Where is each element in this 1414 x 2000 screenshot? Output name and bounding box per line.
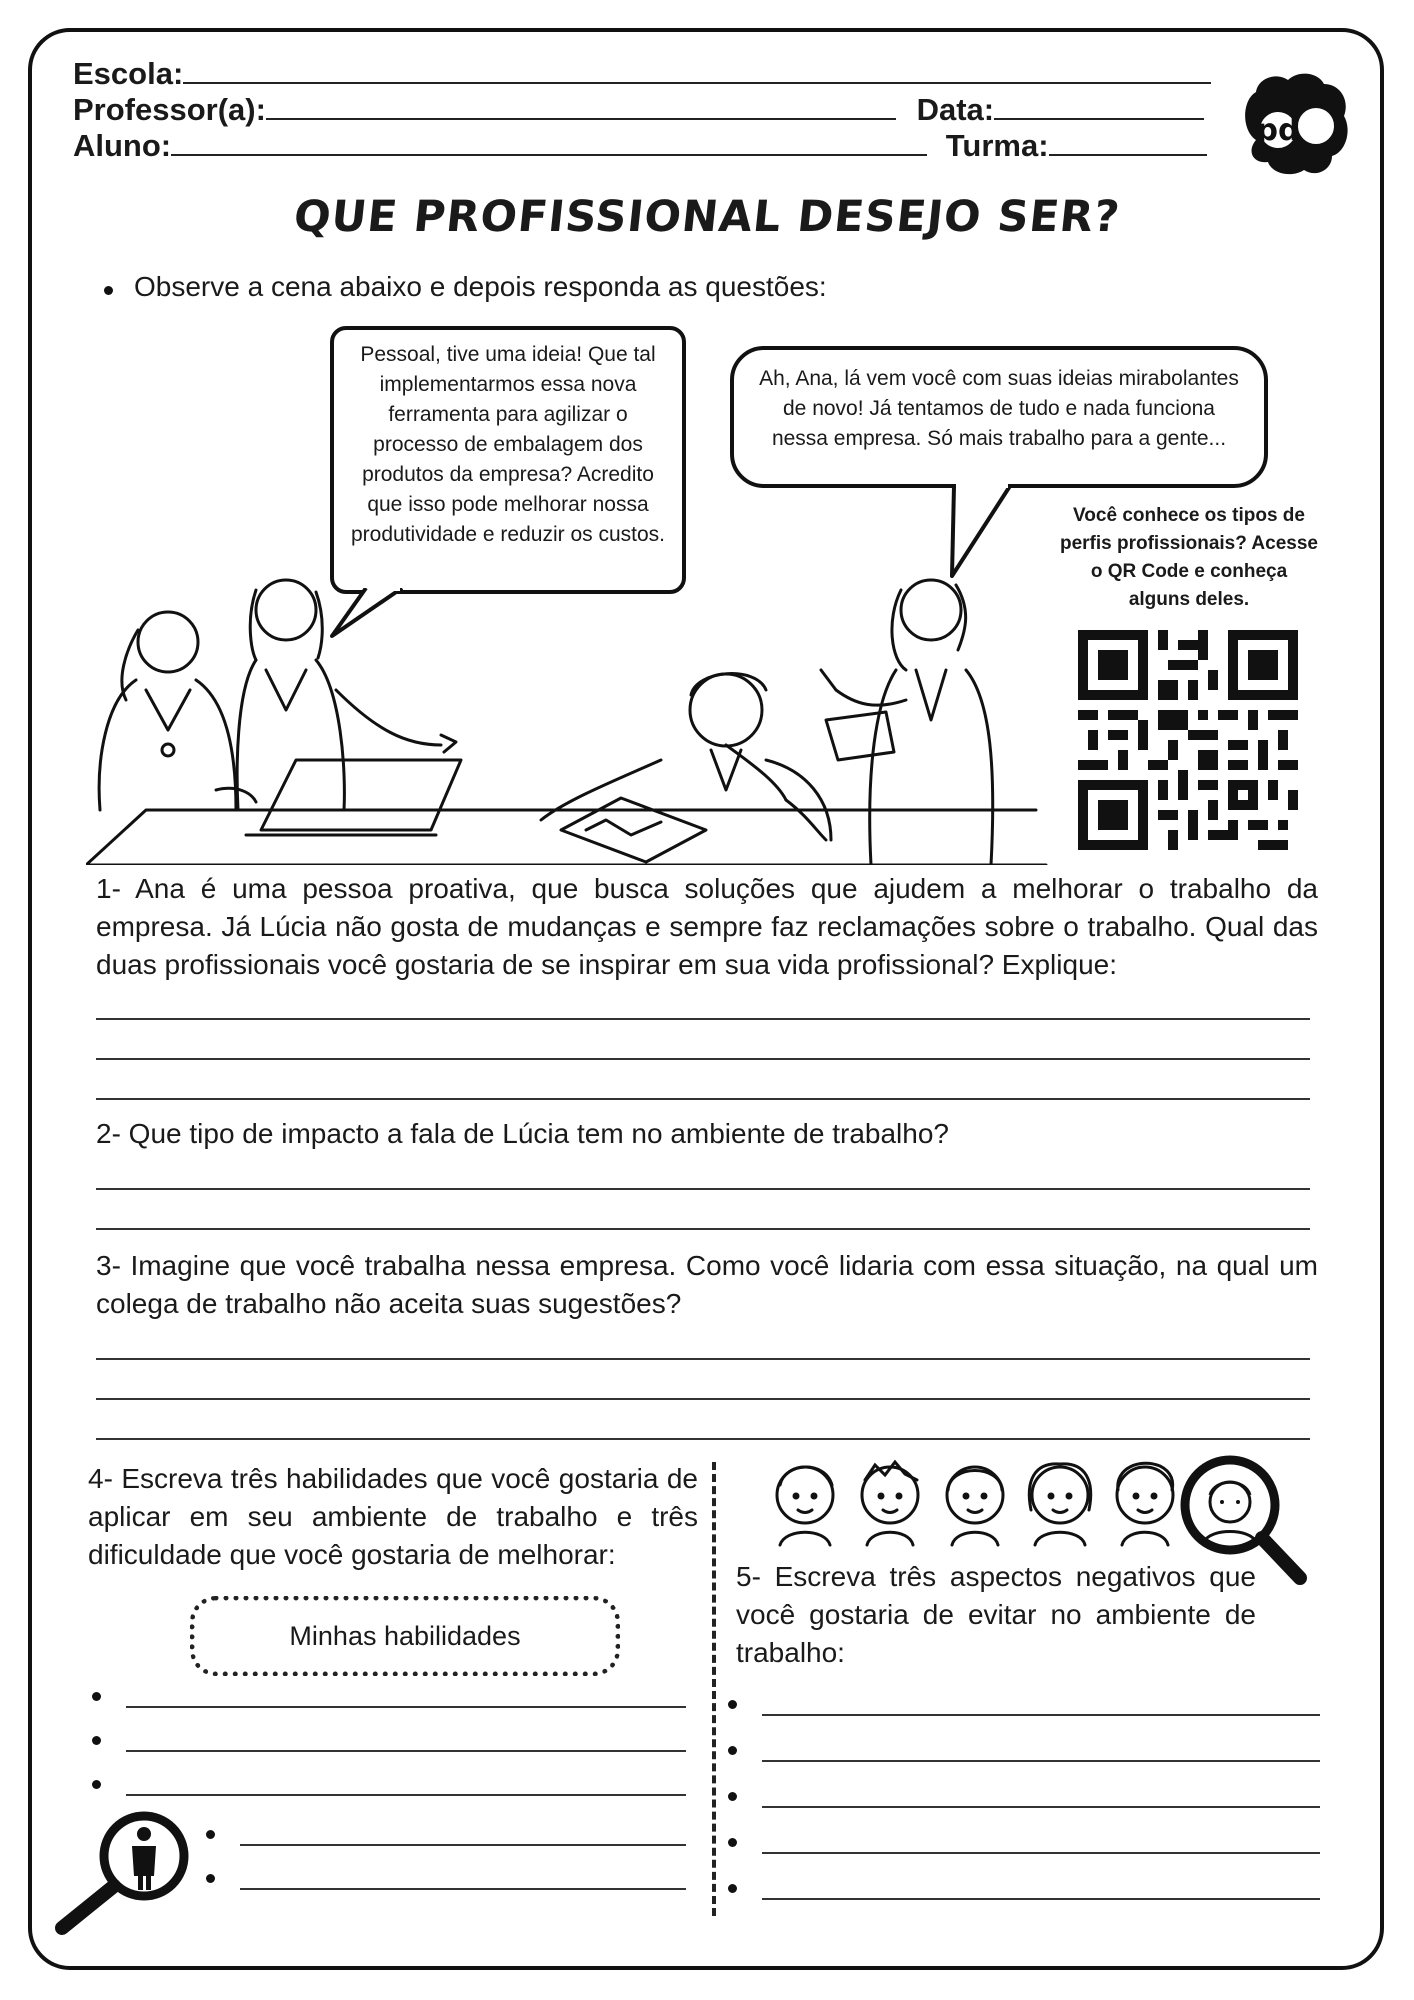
answer-line[interactable] [96,1398,1310,1400]
student-row [73,128,1207,164]
bullet-icon [728,1792,737,1801]
school-row [73,56,1211,92]
bullet-icon [92,1736,101,1745]
negative-aspect-line[interactable] [762,1898,1320,1900]
question-5: 5- Escreva três aspectos negativos que você gostaria de evitar no ambiente de trabalho: [736,1561,1256,1668]
page-title: QUE PROFISSIONAL DESEJO SER? [291,192,1123,242]
bullet-icon [92,1692,101,1701]
difficulty-line[interactable] [240,1844,686,1846]
bullet-icon [206,1874,215,1883]
qr-prompt-text: Você conhece os tipos de perfis profissionais? Acesse o QR Code e conheça alguns deles. [1059,505,1318,610]
answer-line[interactable] [96,1188,1310,1190]
question-4: 4- Escreva três habilidades que você gostaria de aplicar em seu ambiente de trabalho e três dificuldade que você gostaria de melhorar: [88,1463,698,1570]
skills-box [190,1596,620,1676]
skills-box-label: Minhas habilidades [289,1621,521,1651]
question-2: 2- Que tipo de impacto a fala de Lúcia tem no ambiente de trabalho? [96,1118,949,1149]
student-label: Aluno: [73,128,172,163]
brand-logo-icon [1236,70,1354,180]
negative-aspect-line[interactable] [762,1760,1320,1762]
answer-line[interactable] [96,1438,1310,1440]
bullet-icon [728,1700,737,1709]
speech-bubble-ana-tail [330,588,420,640]
school-label: Escola: [73,56,184,91]
logo-text: pd [1256,113,1300,148]
instruction-text: Observe a cena abaixo e depois responda as questões: [134,271,827,302]
bullet-icon [92,1780,101,1789]
answer-line[interactable] [96,1098,1310,1100]
question-1: 1- Ana é uma pessoa proativa, que busca soluções que ajudem a melhorar o trabalho da empresa. Já Lúcia não gosta de mudanças e sempre faz reclamações sobre o trabalho. Qual das duas profissionais você gostaria de se inspirar em sua vida profissional? Explique: [96,873,1318,980]
teacher-label: Professor(a): [73,92,266,127]
answer-line[interactable] [96,1058,1310,1060]
magnifier-person-icon [52,1806,202,1936]
bullet-icon [728,1884,737,1893]
class-label: Turma: [945,128,1049,163]
date-label: Data: [916,92,995,127]
speech-bubble-lucia-tail [946,482,1026,582]
qr-code-icon[interactable] [1078,630,1298,850]
teacher-row [73,92,1204,128]
speech-bubble-ana [330,326,686,594]
teacher-field[interactable] [266,92,896,120]
bullet-icon [104,286,113,295]
negative-aspect-line[interactable] [762,1806,1320,1808]
difficulty-line[interactable] [240,1888,686,1890]
class-field[interactable] [1049,128,1207,156]
student-field[interactable] [171,128,927,156]
column-divider [712,1462,716,1916]
answer-line[interactable] [96,1228,1310,1230]
school-field[interactable] [183,56,1211,84]
speech-bubble-lucia [730,346,1268,488]
answer-line[interactable] [96,1358,1310,1360]
negative-aspect-line[interactable] [762,1714,1320,1716]
speech-bubble-lucia-text: Ah, Ana, lá vem você com suas ideias mirabolantes de novo! Já tentamos de tudo e nada funciona nessa empresa. Só mais trabalho para a gente... [759,367,1239,450]
page-frame [28,28,1384,1970]
bullet-icon [728,1838,737,1847]
skill-line[interactable] [126,1750,686,1752]
speech-bubble-ana-text: Pessoal, tive uma ideia! Que tal implementarmos essa nova ferramenta para agilizar o processo de embalagem dos produtos da empresa? Acredito que isso pode melhorar nossa produtividade e reduzir os custos. [350,343,665,546]
negative-aspect-line[interactable] [762,1852,1320,1854]
skill-line[interactable] [126,1794,686,1796]
date-field[interactable] [994,92,1204,120]
answer-line[interactable] [96,1018,1310,1020]
question-3: 3- Imagine que você trabalha nessa empresa. Como você lidaria com essa situação, na qual um colega de trabalho não aceita suas sugestões? [96,1250,1318,1319]
bullet-icon [206,1830,215,1839]
bullet-icon [728,1746,737,1755]
skill-line[interactable] [126,1706,686,1708]
